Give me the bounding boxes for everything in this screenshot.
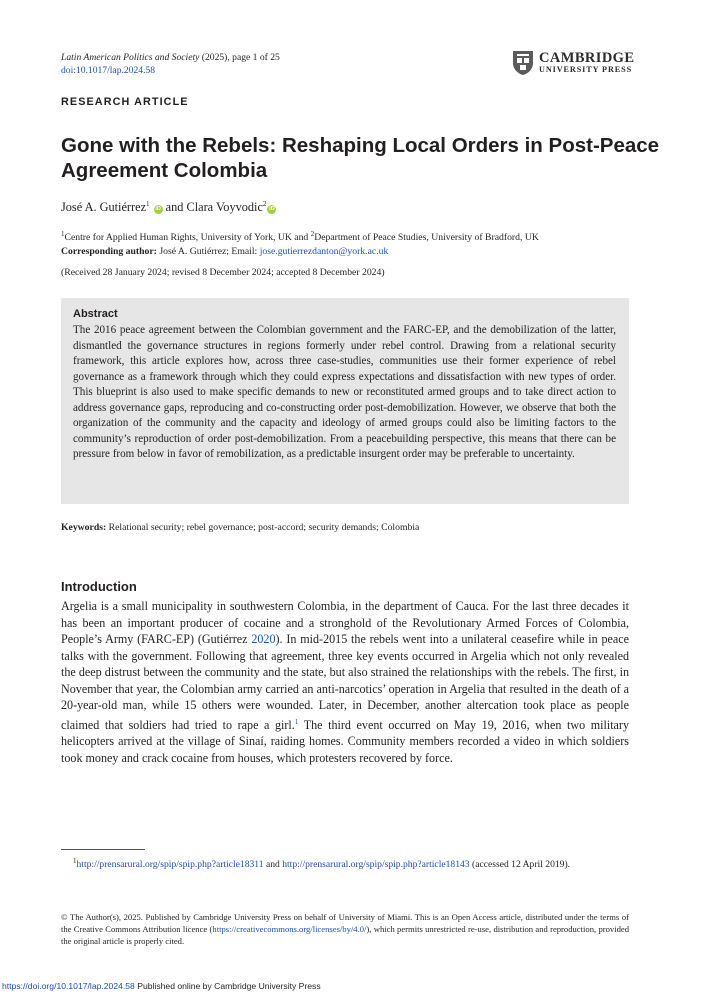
affil-sup: 2 bbox=[310, 230, 315, 238]
affiliation: Centre for Applied Human Rights, University of York, UK and bbox=[64, 232, 311, 244]
intro-text: ). In mid-2015 the rebels went into a unilateral ceasefire while in peace talks with the government. Following that agreement, three key events occurred in Argelia which not only revealed the deep distrust between the community and the state, but also strained the relationships with the rebels. The first, in November that year, the Colombian army carried an anti-narcotics’ operation in Argelia that resulted in the death of a 20-year-old man, while 15 others were wounded. Later, in December, another altercation took place as people claimed that soldiers had tried to rape a girl. bbox=[61, 632, 629, 732]
journal-meta: (2025), page 1 of 25 bbox=[199, 52, 280, 63]
article-type: RESEARCH ARTICLE bbox=[61, 96, 189, 108]
affiliations bbox=[61, 227, 631, 259]
citation-link[interactable]: 2020 bbox=[251, 632, 276, 646]
abstract-box bbox=[61, 298, 629, 504]
affil-sup: 1 bbox=[61, 230, 65, 238]
keywords-label: Keywords: bbox=[61, 522, 107, 533]
footnote-text: and bbox=[263, 859, 283, 871]
license-url[interactable]: https://creativecommons.org/licenses/by/4.0/ bbox=[212, 924, 367, 934]
author-affil-sup: 2 bbox=[262, 200, 267, 208]
footnote-divider bbox=[61, 849, 145, 850]
abstract-text: The 2016 peace agreement between the Colombian government and the FARC-EP, and the demobilization of the latter, dismantled the governance structures in regions formerly under rebel control. Drawing from a relational security framework, this article explores how, across three case-studies, communities use their former experience of rebel governance as a framework through which they could express expectations and dissatisfaction with new types of order. This blueprint is also used to make specific demands to new or reconstituted armed groups and to take direct action to address governance gaps, reproducing and co-constructing order post-demobilization. However, we observe that both the organization of the community and the capacity and ideology of armed groups could also be limiting factors to the community’s reproduction of order post-demobilization. From a peacebuilding perspective, this means that there can be pressure from below in favor of remobilization, as a predictable insurgent order may be preferable to uncertainty. bbox=[73, 324, 616, 460]
footnote bbox=[61, 854, 629, 872]
received-dates: (Received 28 January 2024; revised 8 December 2024; accepted 8 December 2024) bbox=[61, 267, 385, 278]
footnote-number: 1 bbox=[73, 857, 77, 865]
author-list bbox=[61, 200, 276, 215]
footnote-url[interactable]: http://prensarural.org/spip/spip.php?article18143 bbox=[282, 859, 470, 871]
orcid-icon[interactable]: iD bbox=[269, 206, 275, 213]
license-notice bbox=[61, 911, 629, 947]
publisher-subname: UNIVERSITY PRESS bbox=[539, 65, 633, 74]
footnote-text: (accessed 12 April 2019). bbox=[469, 859, 571, 871]
author-separator: and bbox=[162, 200, 187, 215]
published-online: Published online by Cambridge University Press bbox=[134, 981, 321, 991]
footnote-url[interactable]: http://prensarural.org/spip/spip.php?article18311 bbox=[76, 859, 264, 871]
article-title: Gone with the Rebels: Reshaping Local Orders in Post-Peace Agreement Colombia bbox=[61, 134, 660, 182]
intro-paragraph bbox=[61, 598, 629, 766]
affiliation: Department of Peace Studies, University of Bradford, UK bbox=[314, 232, 539, 244]
corresponding-author: José A. Gutiérrez; Email: bbox=[156, 246, 260, 258]
journal-title: Latin American Politics and Society bbox=[61, 52, 200, 63]
intro-text: The third event occurred on May 19, 2016, when two military helicopters arrived at the village of Sinaí, raiding homes. Community members recorded a video in which soldiers took money and crack cocaine from houses, which protesters recovered by force. bbox=[61, 717, 630, 765]
author-name: José A. Gutiérrez bbox=[61, 200, 147, 215]
author-name: Clara Voyvodic bbox=[186, 200, 263, 215]
shield-icon bbox=[512, 50, 534, 76]
corresponding-label: Corresponding author: bbox=[61, 246, 157, 258]
email-link[interactable]: jose.gutierrezdanton@york.ac.uk bbox=[259, 246, 389, 258]
doi-url[interactable]: https://doi.org/10.1017/lap.2024.58 bbox=[2, 981, 135, 991]
section-heading: Introduction bbox=[61, 579, 137, 594]
author-affil-sup: 1 bbox=[146, 200, 150, 208]
keywords bbox=[61, 522, 419, 533]
doi-link[interactable]: doi:10.1017/lap.2024.58 bbox=[61, 65, 156, 76]
publication-footer bbox=[2, 981, 321, 991]
keywords-text: Relational security; rebel governance; post-accord; security demands; Colombia bbox=[106, 522, 420, 533]
license-text: ), which permits unrestricted re-use, distribution and reproduction, provided the original article is properly cited. bbox=[61, 924, 629, 946]
abstract-heading: Abstract bbox=[73, 308, 118, 320]
journal-header bbox=[61, 51, 280, 77]
intro-text: Argelia is a small municipality in southwestern Colombia, in the department of Cauca. For the last three decades it has been an important producer of cocaine and a stronghold of the Revolutionary Armed Forces of Colombia, People’s Army (FARC-EP) (Gutiérrez bbox=[61, 599, 629, 646]
cambridge-logo bbox=[512, 50, 634, 76]
license-text: © The Author(s), 2025. Published by Cambridge University Press on behalf of University of Miami. This is an Open Access article, distributed under the terms of the Creative Commons Attribution licence ( bbox=[61, 912, 629, 934]
footnote-ref[interactable]: 1 bbox=[294, 717, 299, 726]
orcid-icon[interactable]: iD bbox=[155, 206, 161, 213]
publisher-name: CAMBRIDGE bbox=[539, 50, 635, 66]
